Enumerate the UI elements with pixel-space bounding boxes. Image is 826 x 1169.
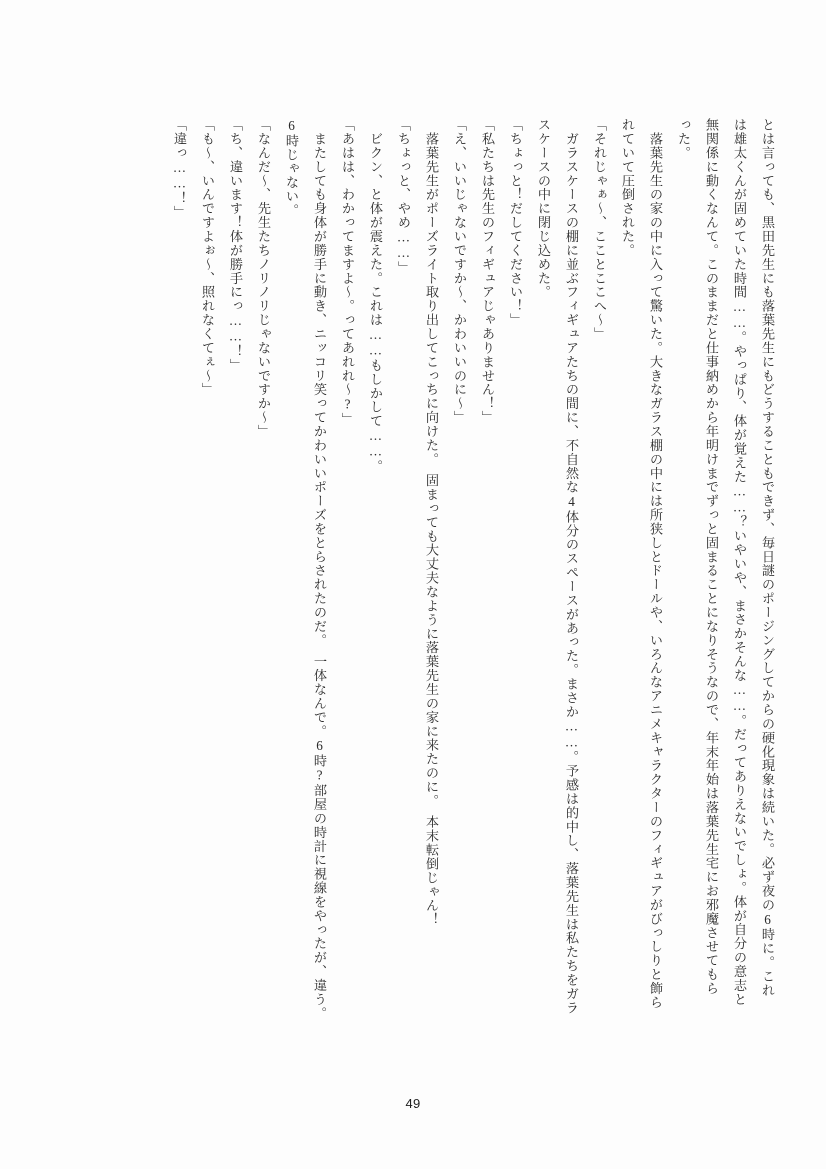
text-column: 「ちょっと！だしてください！」 (508, 118, 523, 327)
text-column: 落葉先生がポーズライト取り出してこっちに向けた。 固まっても大丈夫なように落葉先生の家に来たのに。 本末転倒じゃん！ (424, 118, 439, 927)
text-column: ビクン、と体が震えた。これは……もしかして……。 (368, 118, 383, 474)
text-column: れていて圧倒された。 (620, 118, 635, 258)
text-column: 「ち、違います！体が勝手にっ……！」 (228, 118, 243, 373)
text-column: 無関係に動くなんて。このままだと仕事納めから年明けまでずっと固まることになりそうなので、年末年始は落葉先生宅にお邪魔させてもら (704, 118, 719, 996)
text-column: またしても身体が勝手に動き、ニッコリ笑ってかわいいポーズをとらされたのだ。 一体なんで。6時?部屋の時計に視線をやったが、違う。 (312, 118, 327, 1021)
text-column: 「違っ……！」 (172, 118, 187, 220)
text-column: 6時じゃない。 (284, 118, 299, 218)
text-column: 「なんだ～、先生たちノリノリじゃないですか～」 (256, 118, 271, 439)
text-column: 「も～、いんですよぉ～、照れなくてぇ～」 (200, 118, 215, 397)
text-column: とは言っても、黒田先生にも落葉先生にもどうすることもできず、毎日謎のポージングしてからの硬化現象は続いた。必ず夜の6時に。これ (760, 118, 775, 998)
text-column: 「え、いいじゃないですか～、かわいいのに～」 (452, 118, 467, 425)
text-column: 「それじゃぁ～、こことここへ～」 (592, 118, 607, 341)
vertical-text-body (74, 118, 774, 1038)
text-column: ガラスケースの棚に並ぶフィギュアたちの間に、不自然な4体分のスペースがあった。まさか……。予感は的中し、落葉先生は私たちをガラ (564, 118, 579, 1015)
text-column: スケースの中に閉じ込めた。 (536, 118, 551, 300)
text-column: は雄太くんが固めていた時間……。やっぱり、体が覚えた……？いやいや、まさかそんな……。だってありえないでしょ。体が自分の意志と (732, 118, 747, 1007)
text-column: 落葉先生の家の中に入って驚いた。大きなガラス棚の中には所狭しとドールや、いろんなアニメキャラクターのフィギュアがびっしりと飾ら (648, 118, 663, 1010)
text-column: った。 (676, 118, 691, 160)
text-column: 「私たちは先生のフィギュアじゃありません！」 (480, 118, 495, 425)
text-column: 「ちょっと、やめ……」 (396, 118, 411, 275)
text-column: 「あはは、わかってますよ～。ってあれれ～?」 (340, 118, 355, 427)
page-number: 49 (405, 1096, 421, 1111)
